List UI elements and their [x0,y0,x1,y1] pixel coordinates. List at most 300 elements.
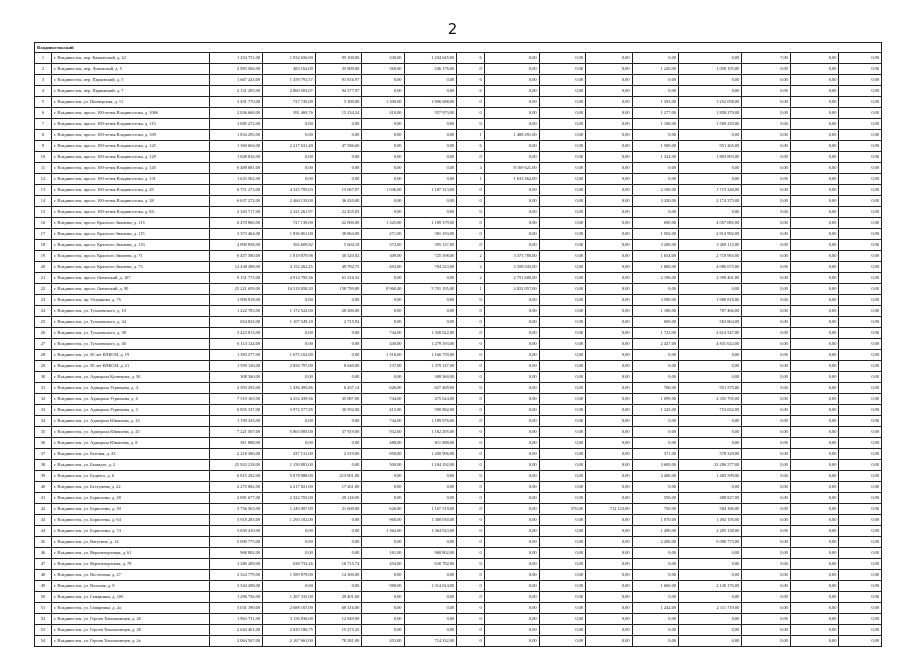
table-row [35,625,882,636]
value-cell: 6 488 681,00 [210,163,263,174]
value-cell: 0,00 [539,460,585,471]
value-cell: 415,00 [362,405,404,416]
value-cell: 0,00 [539,295,585,306]
value-cell: 0,00 [742,504,791,515]
row-number-cell: 24 [35,306,52,317]
value-cell: 1 490,00 [632,526,678,537]
value-cell: 0,00 [742,416,791,427]
address-cell: г. Владивосток, ул. Тухачевского, д. 34 [51,317,209,328]
table-row [35,515,882,526]
value-cell: 0,00 [742,328,791,339]
value-cell: 0,00 [790,405,839,416]
value-cell: 0,00 [362,306,404,317]
value-cell: 0 [457,537,484,548]
value-cell: 8 640,00 [315,361,361,372]
value-cell: 0,00 [404,141,457,152]
value-cell: 49 782,75 [315,262,361,273]
value-cell: 61 216,34 [315,273,361,284]
value-cell: 3 031 190,00 [210,603,263,614]
value-cell: 4 252 439,56 [263,394,316,405]
value-cell: 0,00 [742,141,791,152]
value-cell: 0,00 [586,515,632,526]
value-cell: 0,00 [678,284,741,295]
value-cell: 0,00 [790,53,839,64]
row-number-cell: 44 [35,526,52,537]
value-cell: 2 275 082,00 [210,482,263,493]
address-cell: г. Владивосток, пр. Острякова, д. 7б [51,295,209,306]
row-number-cell: 7 [35,119,52,130]
value-cell: 0,00 [742,174,791,185]
table-row [35,372,882,383]
value-cell: 0,00 [790,614,839,625]
value-cell: 0,00 [539,493,585,504]
value-cell: 0,00 [839,581,882,592]
value-cell: 0,00 [315,526,361,537]
value-cell: 0 [457,449,484,460]
value-cell: 0,00 [362,75,404,86]
value-cell: 7 221 567,00 [210,427,263,438]
value-cell: 0,00 [678,163,741,174]
value-cell: 12 438 388,00 [210,262,263,273]
value-cell: 0,00 [539,394,585,405]
value-cell: 0,00 [263,339,316,350]
value-cell: 2 836 668,00 [210,108,263,119]
value-cell: 0,00 [839,328,882,339]
table-row [35,317,882,328]
value-cell: 0,00 [742,339,791,350]
value-cell: 0,00 [539,273,585,284]
value-cell: 0,00 [586,460,632,471]
value-cell: 0,00 [315,460,361,471]
value-cell: 0,00 [484,460,539,471]
value-cell: 0,00 [839,548,882,559]
value-cell: 309,00 [362,251,404,262]
value-cell: 2 217 821,00 [263,482,316,493]
value-cell: 95 100,00 [315,53,361,64]
value-cell: 371,00 [632,449,678,460]
value-cell: 968 802,00 [210,548,263,559]
value-cell: 0,00 [404,471,457,482]
value-cell: 2 751 600,00 [484,273,539,284]
value-cell: 0,00 [484,526,539,537]
value-cell: 4 325 785,03 [263,185,316,196]
value-cell: 0,00 [586,328,632,339]
value-cell: 0,00 [586,273,632,284]
value-cell: 0 [457,295,484,306]
value-cell: 1 249 087,00 [263,504,316,515]
value-cell: 0,00 [484,64,539,75]
value-cell: 0,00 [742,251,791,262]
value-cell: 0,00 [790,625,839,636]
value-cell: 9 151 773,00 [210,273,263,284]
value-cell: 0,00 [839,108,882,119]
value-cell: 1 277,00 [632,108,678,119]
value-cell: 1 252 058,00 [678,97,741,108]
value-cell: 0,00 [839,394,882,405]
value-cell: 0 [457,493,484,504]
value-cell: 0,00 [742,295,791,306]
value-cell: 0,00 [315,119,361,130]
value-cell: 1 436 495,86 [263,383,316,394]
address-cell: г. Владивосток, ул. 50 лет ВЛКСМ, д. 19 [51,350,209,361]
value-cell: 0,00 [404,119,457,130]
value-cell: 372,00 [362,240,404,251]
value-cell: 0,00 [484,339,539,350]
row-number-cell: 4 [35,86,52,97]
value-cell: 0,00 [362,152,404,163]
value-cell: 0,00 [586,537,632,548]
row-number-cell: 39 [35,471,52,482]
value-cell: 0,00 [586,427,632,438]
value-cell: 1 848 816,00 [210,152,263,163]
value-cell: 0,00 [539,284,585,295]
value-cell: 0,00 [632,86,678,97]
value-cell: 753 652,00 [678,405,741,416]
value-cell: 0,00 [742,537,791,548]
value-cell: 0,00 [315,548,361,559]
value-cell: 0,00 [839,97,882,108]
value-cell: 0,00 [839,625,882,636]
value-cell: 0,00 [790,174,839,185]
value-cell: 0,00 [839,537,882,548]
value-cell: 4 086 675,00 [678,262,741,273]
value-cell: 3 756 563,00 [210,504,263,515]
value-cell: 7,00 [742,53,791,64]
value-cell: 0,00 [484,372,539,383]
value-cell: 0,00 [790,372,839,383]
value-cell: 0,00 [839,295,882,306]
value-cell: 0,00 [484,196,539,207]
value-cell: 0,00 [790,515,839,526]
table-row [35,438,882,449]
value-cell: 0,00 [839,416,882,427]
value-cell: 0,00 [790,361,839,372]
value-cell: 1 162 295,00 [404,427,457,438]
value-cell: 0,00 [839,86,882,97]
value-cell: 0,00 [742,361,791,372]
value-cell: 0,00 [790,152,839,163]
table-row [35,64,882,75]
value-cell: 1 858 279,00 [678,108,741,119]
value-cell: 0,00 [315,416,361,427]
value-cell: 0,00 [790,559,839,570]
value-cell: 17 261,00 [315,482,361,493]
table-row [35,119,882,130]
value-cell: 0,00 [539,328,585,339]
address-cell: г. Владивосток, ул. Адмирала Юмашева, д. 23 [51,416,209,427]
value-cell: 0 [457,306,484,317]
value-cell: 0 [457,438,484,449]
value-cell: 0,00 [539,471,585,482]
value-cell: 1 906 688,00 [404,97,457,108]
value-cell: 36 420,00 [315,196,361,207]
value-cell: 0,00 [404,482,457,493]
value-cell: 2 427,00 [632,339,678,350]
table-row [35,108,882,119]
value-cell: 0,00 [539,515,585,526]
value-cell: 0,00 [586,240,632,251]
table-row [35,460,882,471]
value-cell: 1 150 881,00 [263,460,316,471]
row-number-cell: 1 [35,53,52,64]
value-cell: 0,00 [586,526,632,537]
value-cell: 744,00 [362,328,404,339]
value-cell: 0,00 [484,548,539,559]
value-cell: 0 [457,504,484,515]
address-cell: г. Владивосток, просп. 100-летия Владивостока, д. 145 [51,163,209,174]
value-cell: 308 360,00 [404,372,457,383]
value-cell: 0,00 [484,86,539,97]
value-cell: 0,00 [790,218,839,229]
value-cell: 0,00 [586,207,632,218]
value-cell: 68 316,00 [315,603,361,614]
value-cell: 0,00 [586,625,632,636]
address-cell: г. Владивосток, просп. 100-летия Владивостока, д. 115 [51,119,209,130]
value-cell: 1 [457,284,484,295]
value-cell: 0 [457,372,484,383]
row-number-cell: 13 [35,185,52,196]
value-cell: 0,00 [263,119,316,130]
value-cell: 0,00 [586,119,632,130]
value-cell: 0,00 [586,174,632,185]
value-cell: 1 300,00 [362,97,404,108]
value-cell: 0,00 [632,75,678,86]
value-cell: 0 [457,603,484,614]
value-cell: 0,00 [632,174,678,185]
address-cell: г. Владивосток, ул. Борисенко, д. 28 [51,493,209,504]
value-cell: 37 919,00 [315,427,361,438]
value-cell: 0,00 [742,570,791,581]
value-cell: 0 [457,515,484,526]
value-cell: 0,00 [742,438,791,449]
value-cell: 0,00 [404,295,457,306]
value-cell: 0,00 [362,174,404,185]
value-cell: 0,00 [404,152,457,163]
value-cell: 0,00 [484,625,539,636]
value-cell: 1 633 562,00 [484,174,539,185]
value-cell: 1 502,00 [632,229,678,240]
value-cell: 0,00 [315,537,361,548]
value-cell: 1 318,00 [362,350,404,361]
value-cell: 8 169 621,00 [484,163,539,174]
value-cell: 5 604,18 [315,240,361,251]
value-cell: 0,00 [539,185,585,196]
value-cell: 4 [457,163,484,174]
value-cell: 0,00 [539,361,585,372]
value-cell: 0,00 [839,339,882,350]
value-cell: 951 265,00 [678,141,741,152]
value-cell: 1 483 599,00 [678,471,741,482]
value-cell: 0,00 [839,614,882,625]
value-cell: 2 217 631,40 [263,141,316,152]
value-cell: 0,00 [790,251,839,262]
value-cell: 0 [457,460,484,471]
value-cell: 0,00 [632,416,678,427]
value-cell: 3 373 780,00 [484,251,539,262]
value-cell: 0,00 [790,581,839,592]
value-cell: 1 723,00 [632,328,678,339]
value-cell: 0,00 [839,251,882,262]
value-cell: 0,00 [586,383,632,394]
value-cell: 0,00 [678,53,741,64]
value-cell: 630 782,00 [404,559,457,570]
value-cell: 0,00 [839,592,882,603]
value-cell: 0,00 [362,295,404,306]
value-cell: 626,00 [362,504,404,515]
value-cell: 2 029 186,75 [263,625,316,636]
value-cell: 1 107 549,18 [263,317,316,328]
value-cell: 0 [457,625,484,636]
value-cell: 0,00 [839,273,882,284]
value-cell: 0,00 [484,361,539,372]
value-cell: 1 070,00 [632,515,678,526]
value-cell: 0,00 [484,53,539,64]
value-cell: 0,00 [586,75,632,86]
value-cell: 858,00 [362,449,404,460]
value-cell: 0,00 [484,636,539,647]
value-cell: 1 569 235,00 [678,119,741,130]
value-cell: 0 [457,427,484,438]
value-cell: 330,00 [362,53,404,64]
value-cell: 2 614 547,00 [678,328,741,339]
address-cell: г. Владивосток, ул. Тухачевского, д. 40 [51,339,209,350]
value-cell: 0,00 [586,350,632,361]
row-number-cell: 26 [35,328,52,339]
value-cell: 0,00 [742,152,791,163]
value-cell: 1 803 893,00 [678,152,741,163]
address-cell: г. Владивосток, пер. Парковский, д. 5 [51,75,209,86]
value-cell: 158 799,80 [315,284,361,295]
value-cell: 0,00 [539,207,585,218]
address-cell: г. Владивосток, пер. Парковский, д. 7 [51,86,209,97]
value-cell: 4 890 858,00 [210,240,263,251]
row-number-cell: 9 [35,141,52,152]
row-number-cell: 46 [35,548,52,559]
table-row [35,482,882,493]
value-cell: 1 492 195,00 [678,515,741,526]
table-row [35,207,882,218]
value-cell: 7 519 165,00 [210,394,263,405]
value-cell: 21 600,00 [315,504,361,515]
address-cell: г. Владивосток, просп. Океанский, д. 107 [51,273,209,284]
value-cell: 0,00 [742,317,791,328]
table-row [35,405,882,416]
value-cell: 0,00 [790,185,839,196]
table-row [35,229,882,240]
table-row [35,339,882,350]
row-number-cell: 40 [35,482,52,493]
value-cell: 0,00 [790,482,839,493]
value-cell: 0 [457,361,484,372]
value-cell: 0,00 [742,460,791,471]
value-cell: 0,00 [790,603,839,614]
value-cell: 0,00 [362,482,404,493]
value-cell: 1 254 751,00 [210,53,263,64]
row-number-cell: 19 [35,251,52,262]
value-cell: 0,00 [742,559,791,570]
value-cell: 0,00 [790,64,839,75]
value-cell: 0,00 [539,416,585,427]
table-row [35,471,882,482]
value-cell: 0,00 [742,218,791,229]
value-cell: 0,00 [839,350,882,361]
value-cell: 0,00 [742,240,791,251]
value-cell: 0,00 [742,163,791,174]
value-cell: 0,00 [790,273,839,284]
value-cell: 0,00 [315,328,361,339]
table-row [35,295,882,306]
value-cell: 0,00 [742,196,791,207]
value-cell: 0,00 [539,130,585,141]
value-cell: 2 593 293,00 [210,383,263,394]
value-cell: 1 200 996,00 [404,449,457,460]
value-cell: 0,00 [839,218,882,229]
value-cell: 725 198,00 [404,251,457,262]
value-cell: 1 222 783,00 [210,306,263,317]
value-cell: 0,00 [632,482,678,493]
value-cell: 0,00 [539,163,585,174]
value-cell: 1 589 879,00 [263,570,316,581]
value-cell: 25 221 659,00 [210,284,263,295]
value-cell: 1 279 193,00 [404,339,457,350]
value-cell: 0,00 [742,207,791,218]
value-cell: 0,00 [839,53,882,64]
value-cell: 6 [457,141,484,152]
value-cell: 0,00 [742,427,791,438]
value-cell: 0,00 [586,581,632,592]
value-cell: 0,00 [790,350,839,361]
value-cell: 1 393,00 [632,97,678,108]
value-cell: 0 [457,482,484,493]
value-cell: 0,00 [839,482,882,493]
value-cell: 493,00 [362,262,404,273]
value-cell: 0,00 [790,295,839,306]
value-cell: 3 544 208,00 [210,581,263,592]
value-cell: 0,00 [362,196,404,207]
value-cell: 0,00 [632,163,678,174]
value-cell: 811 888,00 [210,438,263,449]
value-cell: 0,00 [539,64,585,75]
value-cell: 0,00 [404,317,457,328]
value-cell: 0,00 [484,449,539,460]
address-cell: г. Владивосток, просп. Красного Знамени, д. 115 [51,229,209,240]
value-cell: 213 901,00 [315,471,361,482]
value-cell: 0,00 [790,471,839,482]
value-cell: 1 364,00 [362,526,404,537]
value-cell: 91 816,97 [315,75,361,86]
value-cell: 0,00 [742,284,791,295]
row-number-cell: 18 [35,240,52,251]
value-cell: 1 800,00 [632,262,678,273]
value-cell: 30 592,00 [315,405,361,416]
value-cell: 0,00 [790,460,839,471]
value-cell: 0 [457,581,484,592]
row-number-cell: 54 [35,636,52,647]
value-cell: 0,00 [586,592,632,603]
row-number-cell: 5 [35,97,52,108]
value-cell: 0,00 [586,449,632,460]
value-cell: 1 166 759,00 [404,350,457,361]
value-cell: 0,00 [539,526,585,537]
value-cell: 15 275,25 [315,625,361,636]
value-cell: 1 242,00 [632,603,678,614]
table-row [35,53,882,64]
address-cell: г. Владивосток, просп. 100-летия Владивостока, д. 84 [51,207,209,218]
value-cell: 590 882,00 [404,405,457,416]
value-cell: 0,00 [632,592,678,603]
value-cell: 0 [457,229,484,240]
value-cell: 0,00 [484,306,539,317]
